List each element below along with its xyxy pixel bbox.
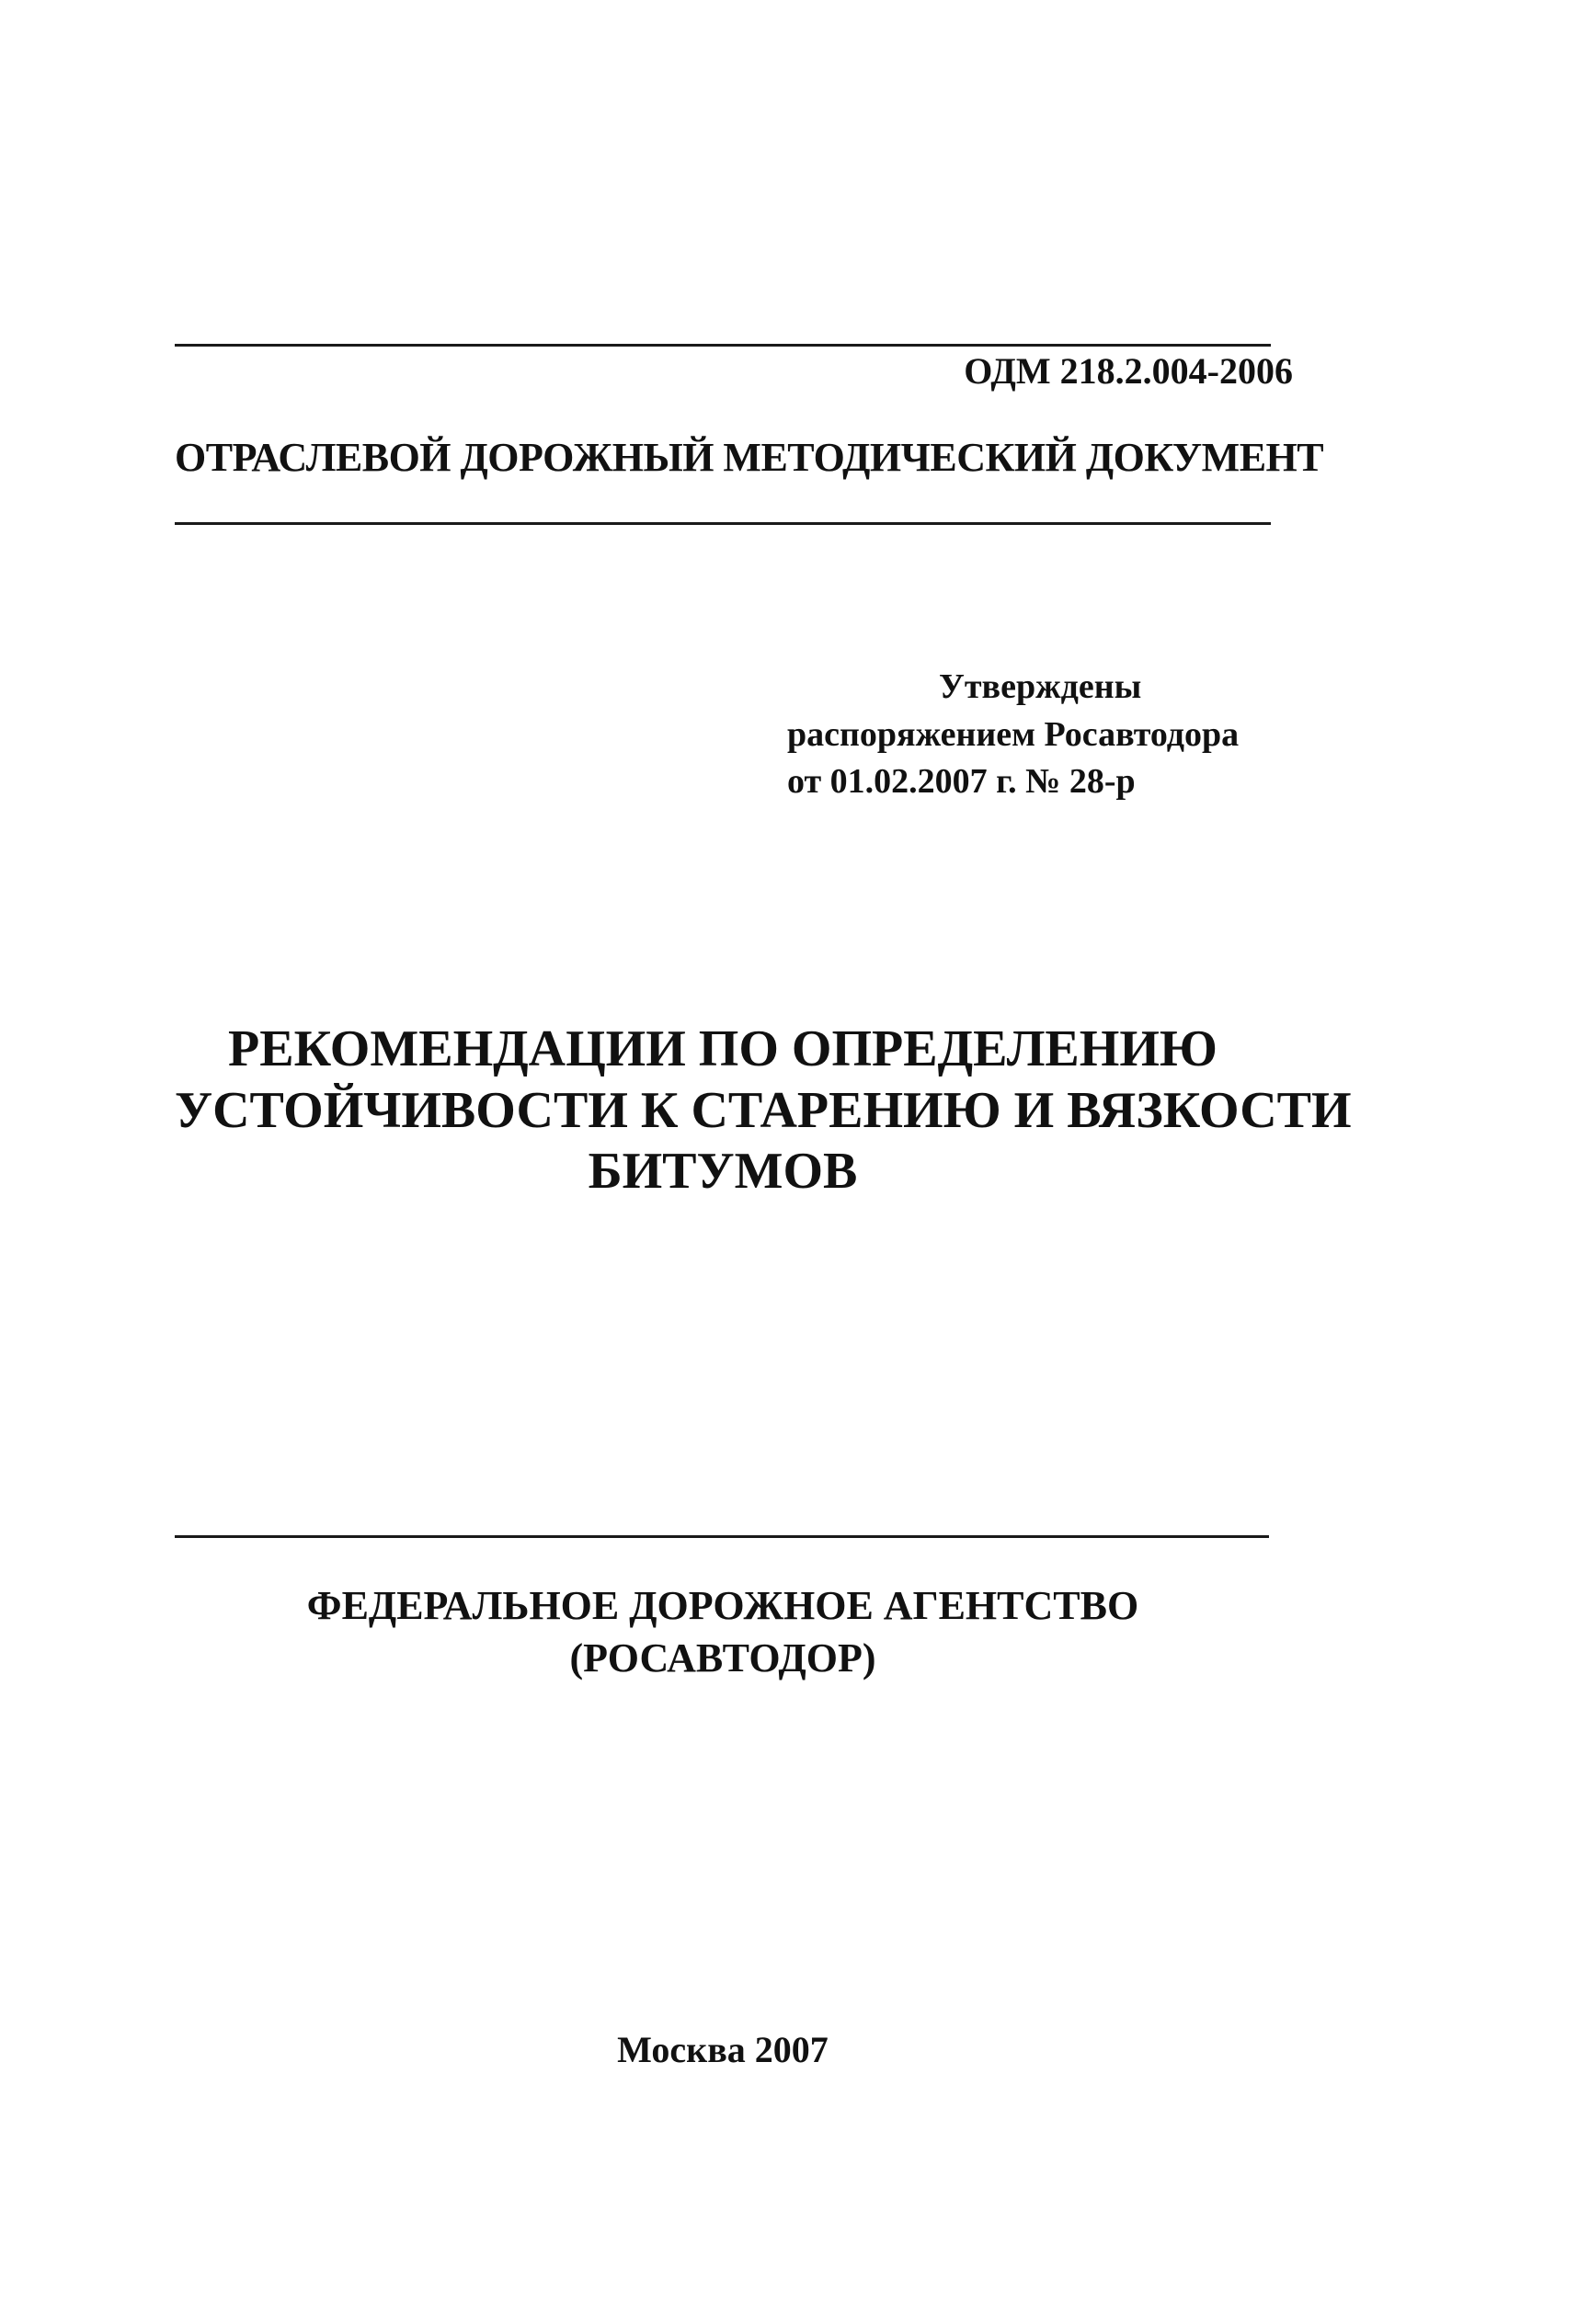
title-line-3: БИТУМОВ: [588, 1143, 858, 1201]
top-divider-line: [175, 344, 1271, 347]
issuing-agency: [175, 1579, 1271, 1684]
approval-block: [787, 664, 1302, 806]
agency-abbreviation: (РОСАВТОДОР): [569, 1635, 876, 1681]
publication-place-year: Москва 2007: [617, 2029, 829, 2070]
approval-line-order: распоряжением Росавтодора: [787, 714, 1240, 754]
approval-line-approved: Утверждены: [939, 667, 1142, 706]
document-title: [175, 1019, 1352, 1202]
title-line-1: РЕКОМЕНДАЦИИ ПО ОПРЕДЕЛЕНИЮ: [228, 1020, 1217, 1077]
document-type-heading: ОТРАСЛЕВОЙ ДОРОЖНЫЙ МЕТОДИЧЕСКИЙ ДОКУМЕНТ: [175, 435, 1324, 480]
agency-name: ФЕДЕРАЛЬНОЕ ДОРОЖНОЕ АГЕНТСТВО: [306, 1583, 1139, 1628]
footer-divider-line: [175, 1535, 1269, 1538]
title-line-2: УСТОЙЧИВОСТИ К СТАРЕНИЮ И ВЯЗКОСТИ: [175, 1081, 1352, 1139]
document-code: ОДМ 218.2.004-2006: [964, 350, 1293, 392]
approval-line-date: от 01.02.2007 г. № 28-р: [787, 762, 1136, 802]
header-divider-line: [175, 522, 1271, 525]
